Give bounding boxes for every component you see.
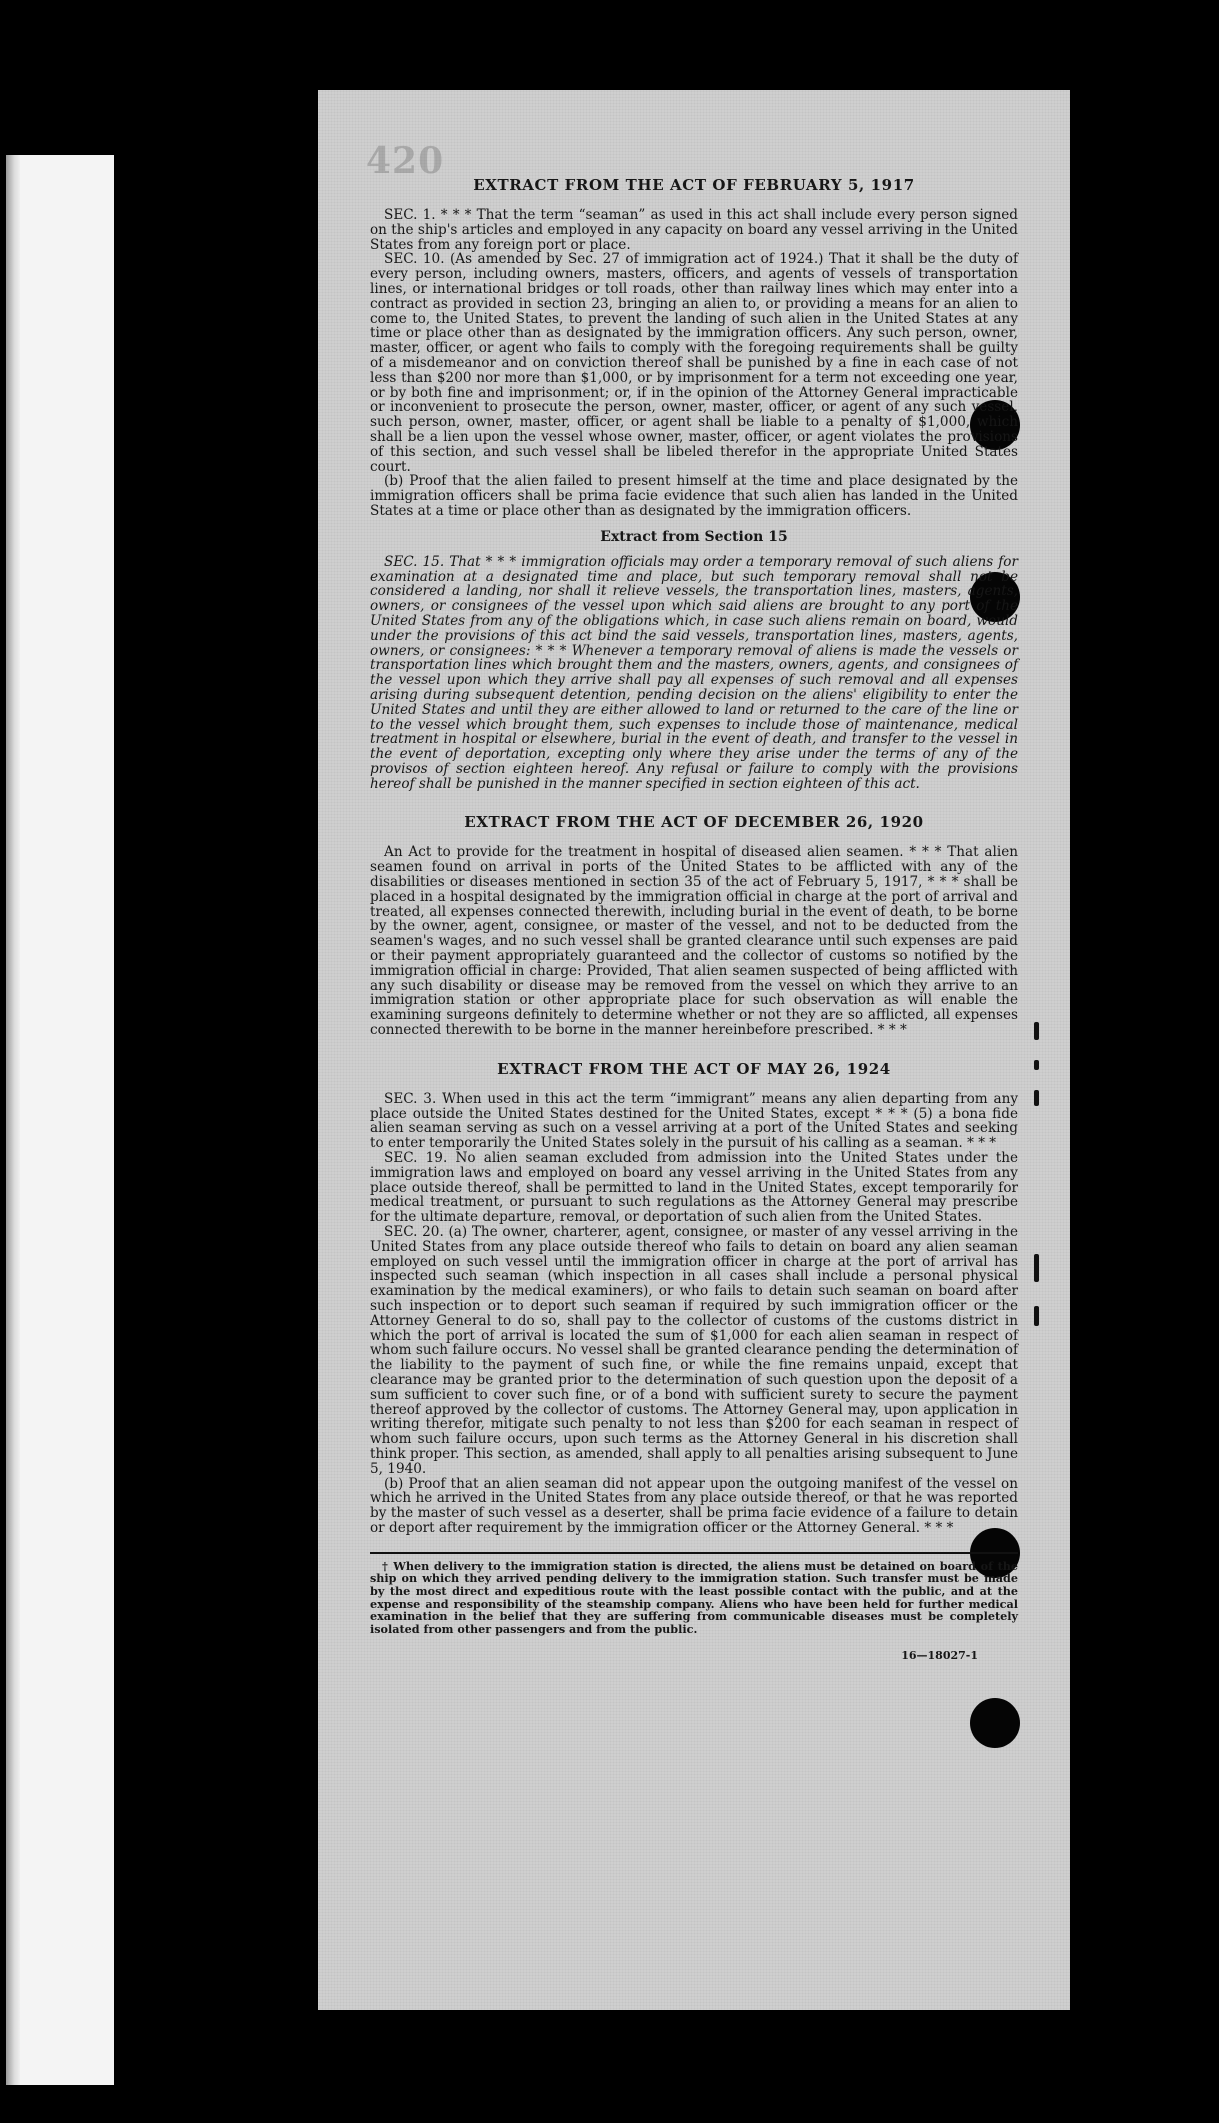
paragraph-sec-19: SEC. 19. No alien seaman excluded from admission into the United States under the immigration laws and employed on board any vessel arriving in the United States from any place outside thereof, shall be permitted to land in the United States, except temporarily for medical treatment, or pursuant to such regulations as the Attorney General may prescribe for the ultimate departure, removal, or deportation of such alien from the United States.	[370, 1150, 1018, 1226]
paragraph-sec-1: SEC. 1. * * * That the term “seaman” as used in this act shall include every person signed on the ship's articles and employed in any capacity on board any vessel arriving in the United States from any foreign port or place.	[370, 207, 1018, 253]
paragraph-sec-20-b: (b) Proof that an alien seaman did not appear upon the outgoing manifest of the vessel on which he arrived in the United States from any place outside thereof, or that he was reported by the master of such vessel as a deserter, shall be prima facie evidence of a failure to detain or deport after requirement by the immigration officer or the Attorney General. * * *	[370, 1475, 1018, 1536]
edge-mark	[1034, 1060, 1039, 1070]
edge-mark	[1034, 1022, 1039, 1040]
paragraph-sec-3: SEC. 3. When used in this act the term “immigrant” means any alien departing from any place outside the United States destined for the United States, except * * * (5) a bona fide alien seaman serving as such on a vessel arriving at a port of the United States and seeking to enter temporarily the United States solely in the pursuit of his calling as a seaman. * * *	[370, 1090, 1018, 1152]
paragraph-sec-10-b: (b) Proof that the alien failed to present himself at the time and place designated by the immigration officers shall be prima facie evidence that such alien has landed in the United States at a time or place other than as designated by the immigration officers.	[370, 473, 1018, 519]
document-page	[318, 90, 1070, 2010]
section-heading-1917: EXTRACT FROM THE ACT OF FEBRUARY 5, 1917	[473, 176, 915, 194]
section-heading-1924: EXTRACT FROM THE ACT OF MAY 26, 1924	[497, 1059, 891, 1078]
punch-hole	[970, 1698, 1020, 1748]
paragraph-sec-20-a: SEC. 20. (a) The owner, charterer, agent, consignee, or master of any vessel arriving in the United States from any place outside thereof who fails to detain on board any alien seaman employed on such vessel until the immigration officer in charge at the port of arrival has inspected such seaman (which inspection in all cases shall include a personal physical examination by the medical examiners), or who fails to detain such seaman on board after such inspection or to deport such seaman if required by such immigration officer or the Attorney General to do so, shall pay to the collector of customs of the customs district in which the port of arrival is located the sum of $1,000 for each alien seaman in respect of whom such failure occurs. No vessel shall be granted clearance pending the determination of the liability to the payment of such fine, or while the fine remains unpaid, except that clearance may be granted prior to the determination of such question upon the deposit of a sum sufficient to cover such fine, or of a bond with sufficient surety to secure the payment thereof approved by the collector of customs. The Attorney General may, upon application in writing therefor, mitigate such penalty to not less than $200 for each seaman in respect of whom such failure occurs, upon such terms as the Attorney General in his discretion shall think proper. This section, as amended, shall apply to all penalties arising subsequent to June 5, 1940.	[370, 1224, 1018, 1477]
form-number: 16—18027-1	[901, 1649, 978, 1663]
page-edge-shadow	[6, 155, 20, 2085]
paragraph-act-1920: An Act to provide for the treatment in hospital of diseased alien seamen. * * * That alien seamen found on arrival in ports of the United States to be afflicted with any of the disabilities or diseases mentioned in section 35 of the act of February 5, 1917, * * * shall be placed in a hospital designated by the immigration official in charge at the port of arrival and treated, all expenses connected therewith, including burial in the event of death, to be borne by the owner, agent, consignee, or master of the vessel, and not to be deducted from the seamen's wages, and no such vessel shall be granted clearance until such expenses are paid or their payment appropriately guaranteed and the collector of customs so notified by the immigration official in charge: Provided, That alien seamen suspected of being afflicted with any such disability or disease may be removed from the vessel on which they arrive to an immigration station or other appropriate place for such observation as will enable the examining surgeons definitely to determine whether or not they are so afflicted, all expenses connected therewith to be borne in the manner hereinbefore prescribed. * * *	[370, 844, 1018, 1039]
document-body	[370, 170, 1018, 1662]
edge-mark	[1034, 1254, 1039, 1282]
section-heading-1920: EXTRACT FROM THE ACT OF DECEMBER 26, 1920	[464, 813, 924, 832]
adjacent-page-strip	[6, 155, 114, 2085]
edge-mark	[1034, 1090, 1039, 1106]
footnote: † When delivery to the immigration station is directed, the aliens must be detained on board of the ship on which they arrived pending delivery to the immigration station. Such transfer must be made by the most direct and expeditious route with the least possible contact with the public, and at the expense and responsibility of the steamship company. Aliens who have been held for further medical examination in the belief that they are suffering from communicable diseases must be completely isolated from other passengers and from the public.	[370, 1558, 1018, 1636]
footnote-divider	[370, 1552, 1018, 1554]
section-heading-section-15: Extract from Section 15	[600, 528, 788, 545]
paragraph-sec-15: SEC. 15. That * * * immigration officials may order a temporary removal of such aliens for examination at a designated time and place, but such temporary removal shall not be considered a landing, nor shall it relieve vessels, the transportation lines, masters, agents, owners, or consignees of the vessel upon which said aliens are brought to any port of the United States from any of the obligations which, in case such aliens remain on board, would under the provisions of this act bind the said vessels, transportation lines, masters, agents, owners, or consignees: * * * Whenever a temporary removal of aliens is made the vessels or transportation lines which brought them and the masters, owners, agents, and consignees of the vessel upon which they arrive shall pay all expenses of such removal and all expenses arising during subsequent detention, pending decision on the aliens' eligibility to enter the United States and until they are either allowed to land or returned to the care of the line or to the vessel which brought them, such expenses to include those of maintenance, medical treatment in hospital or elsewhere, burial in the event of death, and transfer to the vessel in the event of deportation, excepting only where they arise under the terms of any of the provisos of section eighteen hereof. Any refusal or failure to comply with the provisions hereof shall be punished in the manner specified in section eighteen of this act.	[370, 553, 1018, 792]
paragraph-sec-10: SEC. 10. (As amended by Sec. 27 of immigration act of 1924.) That it shall be the duty of every person, including owners, masters, officers, and agents of vessels of transportation lines, or international bridges or toll roads, other than railway lines which may enter into a contract as provided in section 23, bringing an alien to, or providing a means for an alien to come to, the United States, to prevent the landing of such alien in the United States at any time or place other than as designated by the immigration officers. Any such person, owner, master, officer, or agent who fails to comply with the foregoing requirements shall be guilty of a misdemeanor and on conviction thereof shall be punished by a fine in each case of not less than $200 nor more than $1,000, or by imprisonment for a term not exceeding one year, or by both fine and imprisonment; or, if in the opinion of the Attorney General impracticable or inconvenient to prosecute the person, owner, master, officer, or agent of any such vessel, such person, owner, master, officer, or agent shall be liable to a penalty of $1,000, which shall be a lien upon the vessel whose owner, master, officer, or agent violates the provisions of this section, and such vessel shall be libeled therefor in the appropriate United States court.	[370, 251, 1018, 475]
edge-mark	[1034, 1306, 1039, 1326]
stamped-page-number: 420	[366, 140, 445, 182]
